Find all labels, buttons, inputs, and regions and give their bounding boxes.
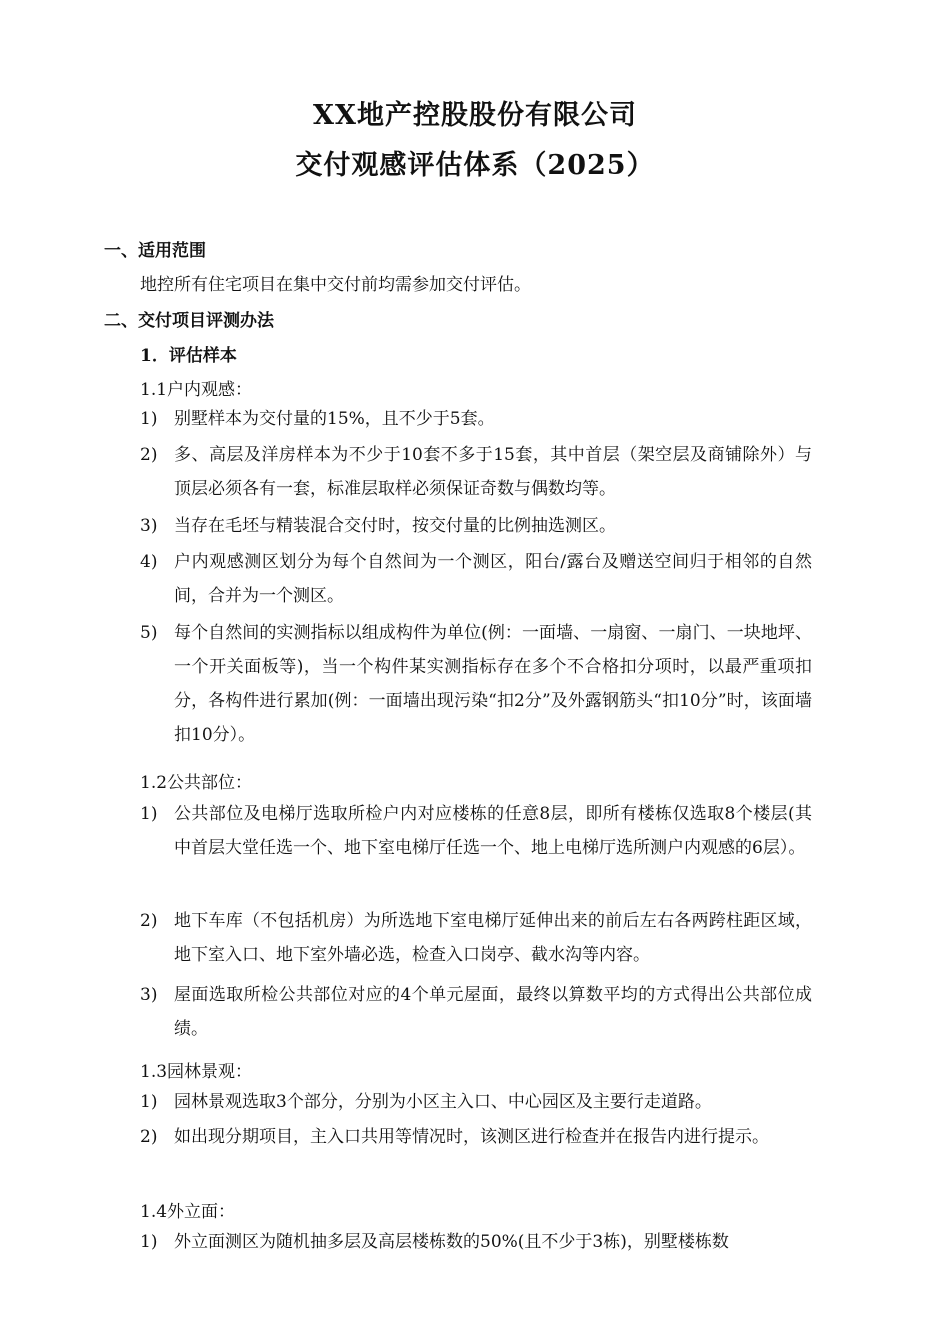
subsection-label-landscape: 1.3园林景观： (140, 1062, 253, 1082)
list-item-text: 屋面选取所检公共部位对应的4个单元屋面，最终以算数平均的方式得出公共部位成绩。 (174, 985, 812, 1039)
list-item-number: 5) (140, 623, 158, 643)
list-item (140, 616, 812, 752)
list-item (140, 1225, 812, 1259)
document-title-company: XX地产控股股份有限公司 (313, 100, 637, 131)
list-item-number: 1) (140, 409, 158, 429)
subsection-label-public-area: 1.2公共部位： (140, 773, 253, 793)
subsection-label-facade: 1.4外立面： (140, 1202, 236, 1222)
list-item-text: 每个自然间的实测指标以组成构件为单位(例：一面墙、一扇窗、一扇门、一块地坪、一个开关面板等)，当一个构件某实测指标存在多个不合格扣分项时，以最严重项扣分，各构件进行累加(例：一面墙出现污染“扣2分”及外露钢筋头“扣10分”时，该面墙扣10分）。 (174, 623, 812, 745)
list-item-text: 公共部位及电梯厅选取所检户内对应楼栋的任意8层，即所有楼栋仅选取8个楼层(其中首层大堂任选一个、地下室电梯厅任选一个、地上电梯厅选所测户内观感的6层）。 (174, 804, 812, 858)
list-item-text: 当存在毛坯与精装混合交付时，按交付量的比例抽选测区。 (174, 516, 616, 536)
section-heading-scope: 一、适用范围 (104, 241, 206, 261)
list-item (140, 545, 812, 613)
section-heading-method: 二、交付项目评测办法 (104, 311, 274, 331)
list-item-number: 3) (140, 985, 158, 1005)
list-item (140, 797, 812, 865)
list-item-number: 2) (140, 1127, 158, 1147)
list-item-number: 1) (140, 1232, 158, 1252)
list-item-number: 2) (140, 911, 158, 931)
list-item-text: 别墅样本为交付量的15%，且不少于5套。 (174, 409, 495, 429)
scope-paragraph: 地控所有住宅项目在集中交付前均需参加交付评估。 (140, 275, 531, 295)
list-item-number: 1) (140, 804, 158, 824)
list-item (140, 402, 812, 436)
list-item-number: 3) (140, 516, 158, 536)
subsection-heading-sample: 1．评估样本 (140, 346, 237, 366)
list-item-number: 4) (140, 552, 158, 572)
list-item (140, 509, 812, 543)
list-item-text: 地下车库（不包括机房）为所选地下室电梯厅延伸出来的前后左右各两跨柱距区域，地下室入口、地下室外墙必选，检查入口岗亭、截水沟等内容。 (174, 911, 812, 965)
list-item-text: 多、高层及洋房样本为不少于10套不多于15套，其中首层（架空层及商铺除外）与顶层必须各有一套，标准层取样必须保证奇数与偶数均等。 (174, 445, 812, 499)
list-item (140, 1085, 812, 1119)
list-item (140, 1120, 812, 1154)
document-title-system: 交付观感评估体系（2025） (295, 150, 655, 181)
list-item (140, 978, 812, 1046)
list-item (140, 904, 812, 972)
list-item-text: 户内观感测区划分为每个自然间为一个测区，阳台/露台及赠送空间归于相邻的自然间，合并为一个测区。 (174, 552, 812, 606)
list-item-text: 如出现分期项目，主入口共用等情况时，该测区进行检查并在报告内进行提示。 (174, 1127, 769, 1147)
list-item (140, 438, 812, 506)
list-item-number: 2) (140, 445, 158, 465)
subsection-label-indoor: 1.1户内观感： (140, 380, 253, 400)
list-item-number: 1) (140, 1092, 158, 1112)
list-item-text: 外立面测区为随机抽多层及高层楼栋数的50%(且不少于3栋)，别墅楼栋数 (174, 1232, 729, 1252)
list-item-text: 园林景观选取3个部分，分别为小区主入口、中心园区及主要行走道路。 (174, 1092, 712, 1112)
